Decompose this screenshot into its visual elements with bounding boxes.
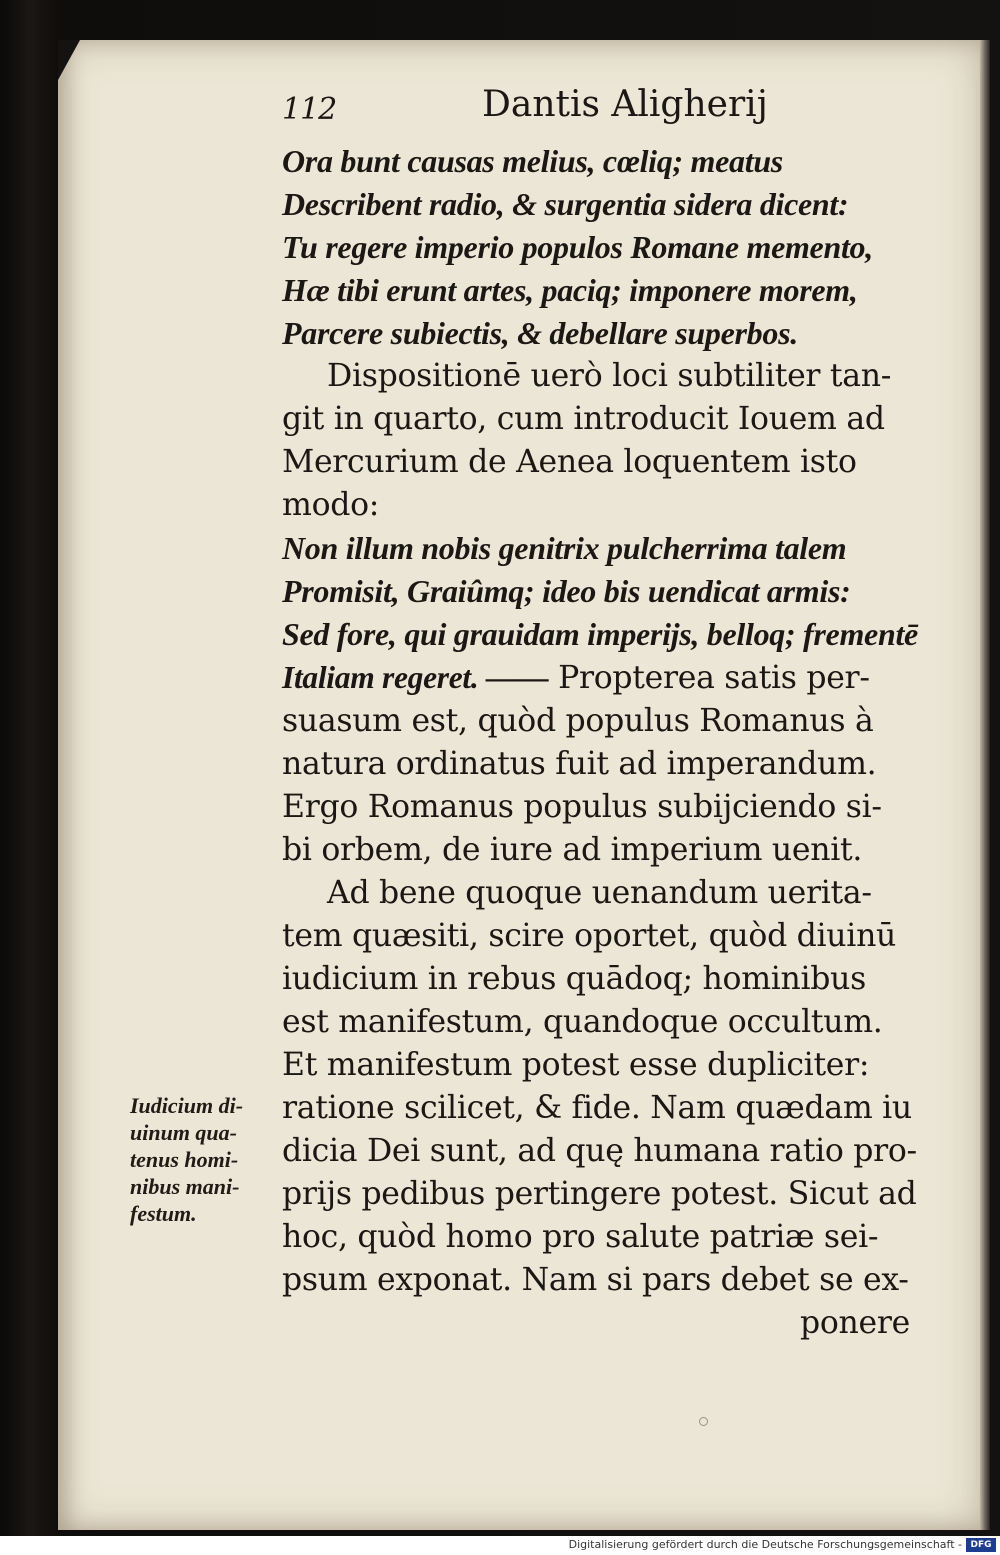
text-line: Dispositionē uerò loci subtiliter tan- — [327, 358, 892, 394]
page-number: 112 — [282, 92, 337, 127]
text-block — [282, 84, 922, 1345]
body-text — [282, 140, 922, 1302]
text-line: ratione scilicet, & fide. Nam quædam iu — [282, 1090, 912, 1126]
text-line: Describent radio, & surgentia sidera dicent: — [282, 186, 849, 222]
marginal-line: festum. — [130, 1201, 197, 1226]
text-line: tem quæsiti, scire oportet, quòd diuinū — [282, 918, 897, 954]
page-header — [282, 84, 922, 140]
marginal-line: Iudicium di- — [130, 1093, 244, 1118]
text-line: Hæ tibi erunt artes, paciq; imponere morem, — [282, 272, 858, 308]
text-line: Et manifestum potest esse dupliciter: — [282, 1047, 870, 1083]
text-line: Mercurium de Aenea loquentem isto — [282, 444, 857, 480]
dfg-logo-icon: DFG — [966, 1538, 996, 1552]
prose-fragment: Propterea satis per- — [548, 660, 870, 696]
text-line: Parcere subiectis, & debellare superbos. — [282, 315, 798, 351]
paper-blemish — [699, 1417, 708, 1426]
text-line: Promisit, Graiûmq; ideo bis uendicat armis: — [282, 573, 851, 609]
marginal-note — [130, 1092, 280, 1227]
text-line: Tu regere imperio populos Romane memento, — [282, 229, 873, 265]
text-line: git in quarto, cum introducit Iouem ad — [282, 401, 885, 437]
text-line: suasum est, quòd populus Romanus à — [282, 703, 874, 739]
marginal-line: tenus homi- — [130, 1147, 239, 1172]
running-title: Dantis Aligherij — [482, 84, 768, 125]
text-line: hoc, quòd homo pro salute patriæ sei- — [282, 1219, 879, 1255]
catchword: ponere — [800, 1305, 910, 1341]
text-line — [282, 656, 922, 700]
footer-bar — [0, 1536, 1000, 1555]
verse-fragment: Italiam regeret. —— — [282, 660, 549, 695]
text-line: dicia Dei sunt, ad quę humana ratio pro- — [282, 1133, 917, 1169]
marginal-line: nibus mani- — [130, 1174, 240, 1199]
text-line: Ora bunt causas melius, cœliq; meatus — [282, 143, 783, 179]
text-line: est manifestum, quandoque occultum. — [282, 1004, 883, 1040]
page-edge — [980, 40, 990, 1530]
funding-credit: Digitalisierung gefördert durch die Deutsche Forschungsgemeinschaft - — [568, 1538, 962, 1551]
text-line: bi orbem, de iure ad imperium uenit. — [282, 832, 863, 868]
text-line: Non illum nobis genitrix pulcherrima talem — [282, 530, 847, 566]
text-line: psum exponat. Nam si pars debet se ex- — [282, 1262, 909, 1298]
text-line: natura ordinatus fuit ad imperandum. — [282, 746, 877, 782]
text-line: modo: — [282, 487, 380, 523]
text-line: iudicium in rebus quādoq; hominibus — [282, 961, 867, 997]
text-line: prijs pedibus pertingere potest. Sicut ad — [282, 1176, 917, 1212]
text-line: Sed fore, qui grauidam imperijs, belloq; frementē — [282, 616, 918, 652]
marginal-line: uinum qua- — [130, 1120, 237, 1145]
text-line: Ad bene quoque uenandum uerita- — [327, 875, 872, 911]
text-line: Ergo Romanus populus subijciendo si- — [282, 789, 882, 825]
page-corner — [58, 40, 80, 80]
